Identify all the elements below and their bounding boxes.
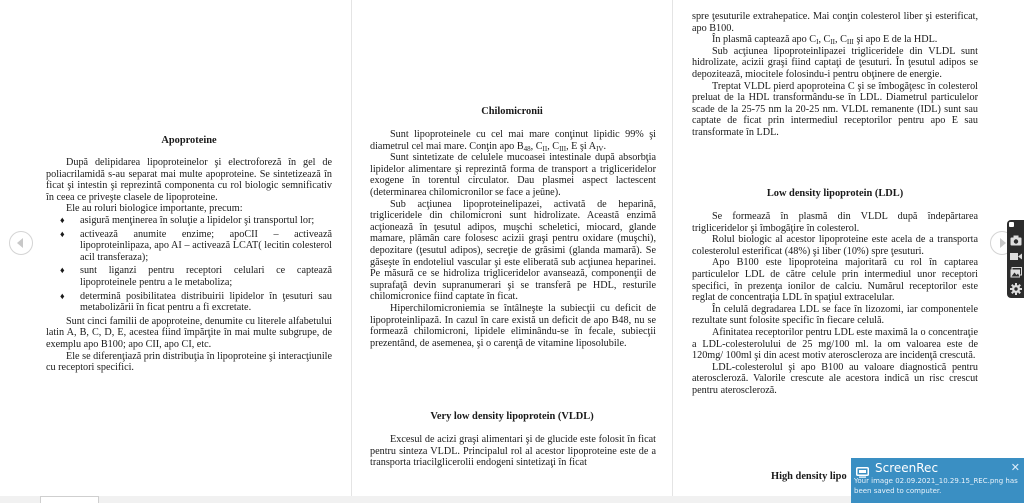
paragraph: Excesul de acizi graşi alimentari şi de glucide este folosit în ficat pentru sinteza VLDL. Principalul rol al acestor lipoproteine este de a transporta triacilglicerolii endogeni sintetizaţi în ficat [370,434,656,469]
document-page-1 [0,0,349,496]
list-item: ♦ asigură menţinerea în soluţie a lipidelor şi transportul lor; [80,215,332,227]
apoproteine-body [46,157,332,374]
gallery-icon[interactable] [1010,265,1022,276]
list-item: ♦ determină posibilitatea distribuirii lipidelor în ţesuturi sau metabolizării în ficat pentru a fi excretate. [80,291,332,314]
bottom-tab[interactable] [40,496,99,503]
monitor-icon [856,463,869,473]
paragraph: În plasmă captează apo $C_I$, $C_{II}$, $C_{III}$ şi apo E de la HDL. [712,34,938,47]
paragraph: Sunt sintetizate de celulele mucoasei intestinale după absorbţia lipidelor alimentare şi reprezintă forma de transport a trigliceridelor exogene în torentul circulator. Dau plasmei aspect lactescent (determinarea chilomicronilor se face a jeûne). [370,152,656,198]
chevron-left-icon [17,238,23,248]
paragraph: Hiperchilomicroniemia se întâlneşte la subiecţii cu deficit de lipoproteinlipază. In cazul în care există un deficit de apo B48, nu se formează chilomicroni, lipidele eliminându-se în fecale, subiecţii prezentând, de asemenea, şi o carenţă de vitamine liposolubile. [370,302,656,349]
list-item: ♦ sunt liganzi pentru receptori celulari ce captează lipoproteinele pentru a le metaboliza; [80,265,332,288]
vldl-continued-body [692,11,978,139]
close-notification-button[interactable]: ✕ [1010,461,1020,474]
camera-icon[interactable] [1010,233,1022,244]
screenrec-logo-icon [1009,222,1014,227]
document-page-2 [351,0,673,496]
paragraph: LDL-colesterolul şi apo B100 au valoare diagnostică pentru ateroscleroză. Valorile crescute ale acestora indică un risc crescut pentru ateroscleroză. [692,361,978,396]
list-item: ♦ activează anumite enzime; apoCII – activează lipoproteinlipaza, apo AI – activează LCAT( lecitin colesterol acil transferaza); [80,229,332,264]
chilomicronii-body [370,129,656,349]
paragraph: În celulă degradarea LDL se face în lizozomi, iar componentele rezultate sunt folosite specific în fiecare celulă. [692,303,978,327]
paragraph: După delipidarea lipoproteinelor şi electroforeză în gel de poliacrilamidă s-au separat mai multe apoproteine. Se sintetizează în ficat şi intestin şi reprezintă componenta cu rol biologic semnificativ în ceea ce priveşte clasele de lipoproteine. [46,157,332,203]
paragraph: Sunt cinci familii de apoproteine, denumite cu literele alfabetului latin A, B, C, D, E, acestea fiind împărţite în mai multe subgrupe, de exemplu apo B100; apo CII, apo CI, etc. [46,315,332,350]
paragraph: Ele au roluri biologice importante, precum: [66,203,243,215]
section-heading-ldl: Low density lipoprotein (LDL) [766,188,904,199]
chevron-right-icon [1000,238,1006,248]
paragraph: Sunt lipoproteinele cu cel mai mare conţinut lipidic 99% şi diametrul cel mai mare. Conţin apo $B_{48}$, $C_{II}$, $C_{III}$, E şi $A_{IV}$. [370,129,656,153]
section-heading-vldl: Very low density lipoprotein (VLDL) [430,411,594,422]
roles-list [46,215,332,314]
screenrec-toolbar [1007,220,1024,298]
paragraph: Ele se diferenţiază prin distribuţia în lipoproteine şi interacţiunile cu receptori specifici. [46,350,332,374]
paragraph: spre ţesuturile extrahepatice. Mai conţin colesterol liber şi esterificat, apo B100. [692,11,978,34]
paragraph: Se formează în plasmă din VLDL după îndepărtarea trigliceridelor şi îmbogăţire în colesterol. [692,211,978,234]
paragraph: Sub acţiunea lipoproteinelipazei, activată de heparină, trigliceridele din chilomicroni sunt hidrolizate. Această enzimă acţionează în ţesutul adipos, muşchi scheletici, miocard, glande mamare, plămân care folosesc acizii graşi pentru oxidare (muşchi), depozitare (ţesutul adipos), secreţie de grăsimi (glanda mamară). Se găseşte în endoteliul vascular şi este eliberată sub acţiunea heparinei. Pe măsură ce se hidroliza trigliceridelor avansează, componenţii de suprafaţă devin supranumerari şi se transferă pe HDL, resturile chilomicronice fiind captate în ficat. [370,198,656,303]
settings-icon[interactable] [1010,282,1022,293]
section-heading-apoproteine: Apoproteine [161,135,217,146]
section-heading-chilomicronii: Chilomicronii [481,106,543,117]
notification-message: Your image 02.09.2021_10.29.15_REC.png has been saved to computer. [854,477,1018,495]
video-camera-icon[interactable] [1010,249,1022,260]
paragraph: Rolul biologic al acestor lipoproteine este acela de a transporta colesterolul esterificat (48%) şi liber (10%) spre ţesuturi. [692,234,978,257]
paragraph: Apo B100 este lipoproteina majoritară cu rol în captarea particulelor LDL de către celule prin intermediul unor receptori specifici, în prezenţa ionilor de calciu. Numărul receptorilor este reglat de concentraţia LDL în spaţiul extracelular. [692,257,978,304]
screenrec-notification[interactable] [851,458,1024,503]
paragraph: Treptat VLDL pierd apoproteina C şi se îmbogăţesc în colesterol preluat de la HDL transformându-se în LDL. Diametrul particulelor scade de la 25-75 nm la 20-25 nm. VLDL remanente (IDL) sunt sau captate de ficat prin intermediul receptorilor pentru apo E sau transformate în LDL. [692,80,978,138]
paragraph: Afinitatea receptorilor pentru LDL este maximă la o concentraţie a LDL-colesterolului de 25 mg/100 ml. la om valoarea este de 120mg/ 100ml şi din acest motiv ateroscleroza are incidenţă crescută. [692,326,978,362]
notification-title: ScreenRec [875,461,939,475]
section-heading-hdl: High density lipo [771,471,847,482]
document-page-3 [673,0,1024,496]
previous-page-button[interactable] [9,231,33,255]
paragraph: Sub acţiunea lipoproteinlipazei trigliceridele din VLDL sunt hidrolizate, acizii graşi fiind captaţi de ţesuturi. În ţesutul adipos se depozitează, miocitele folosindu-i pentru obţinere de energie. [692,45,978,80]
ldl-body [692,211,978,397]
vldl-body [370,434,656,469]
